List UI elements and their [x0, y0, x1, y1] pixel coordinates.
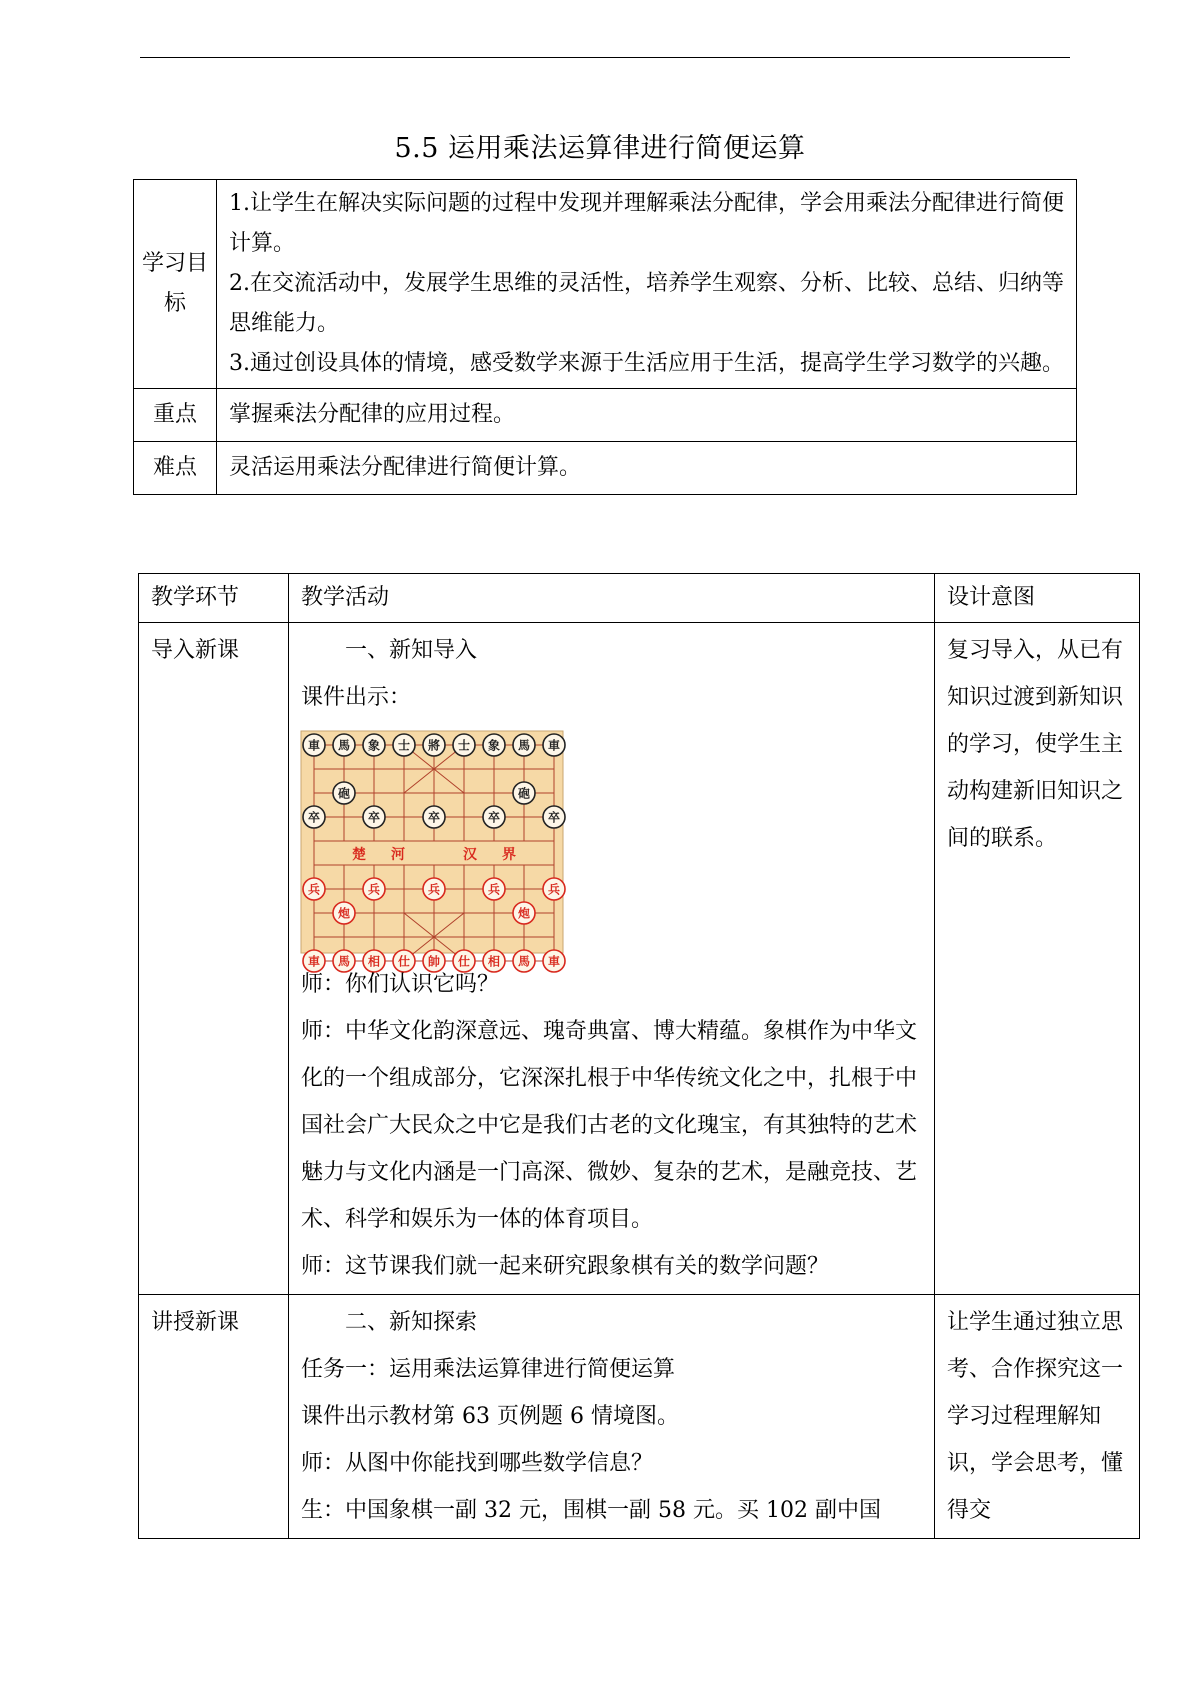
plan-row-intro	[139, 623, 1140, 1295]
stage-cell	[139, 623, 289, 1295]
river-text: 楚	[352, 847, 366, 863]
river-text: 河	[391, 847, 405, 863]
chess-piece-label: 象	[487, 738, 501, 753]
chess-piece-label: 卒	[367, 810, 381, 825]
stage-label: 导入新课	[151, 638, 240, 663]
difficult-point-content: 灵活运用乘法分配律进行简便计算。	[217, 442, 1077, 495]
plan-row-new-lesson	[139, 1295, 1140, 1539]
stage-label: 讲授新课	[151, 1310, 240, 1335]
activity-line: 课件出示教材第 63 页例题 6 情境图。	[301, 1404, 679, 1429]
goal-item: 2.在交流活动中，发展学生思维的灵活性，培养学生观察、分析、比较、总结、归纳等思维能力。	[229, 271, 1064, 336]
header-rule	[140, 57, 1070, 58]
chess-piece-label: 砲	[517, 786, 531, 801]
activity-line: 师：这节课我们就一起来研究跟象棋有关的数学问题？	[301, 1254, 830, 1279]
chess-piece-label: 仕	[397, 954, 411, 969]
stage-cell	[139, 1295, 289, 1539]
intent-cell	[935, 623, 1140, 1295]
chess-piece-label: 帥	[427, 954, 441, 969]
section-title: 二、新知探索	[345, 1310, 478, 1335]
chess-piece-label: 馬	[337, 954, 351, 969]
chess-piece-label: 卒	[547, 810, 561, 825]
key-point-row	[134, 389, 1077, 442]
chess-piece-label: 馬	[337, 738, 351, 753]
teaching-plan-table	[138, 573, 1140, 1539]
key-point-label: 重点	[134, 389, 217, 442]
page-title: 5.5 运用乘法运算律进行简便运算	[394, 133, 806, 164]
activity-line: 任务一：运用乘法运算律进行简便运算	[301, 1357, 676, 1382]
chess-board-svg	[301, 731, 563, 969]
section-title: 一、新知导入	[345, 638, 478, 663]
chess-piece-label: 士	[457, 738, 471, 753]
activity-line: 师：中华文化韵深意远、瑰奇典富、博大精蕴。象棋作为中华文化的一个组成部分，它深深扎根于中华传统文化之中，扎根于中国社会广大民众之中它是我们古老的文化瑰宝，有其独特的艺术魅力与文化内涵是一门高深、微妙、复杂的艺术，是融竞技、艺术、科学和娱乐为一体的体育项目。	[301, 1019, 918, 1232]
intent-cell	[935, 1295, 1140, 1539]
chess-piece-label: 車	[307, 954, 321, 969]
chess-piece-label: 馬	[517, 738, 531, 753]
plan-header-row	[139, 574, 1140, 623]
river-text: 界	[502, 847, 516, 863]
chess-piece-label: 兵	[367, 882, 381, 897]
header-intent: 设计意图	[935, 574, 1140, 623]
header-activity: 教学活动	[289, 574, 935, 623]
activity-cell	[289, 1295, 935, 1539]
chess-piece-label: 砲	[337, 786, 351, 801]
chess-piece-label: 兵	[547, 882, 561, 897]
intent-text: 让学生通过独立思考、合作探究这一学习过程理解知识，学会思考，懂得交	[947, 1310, 1124, 1523]
goals-content	[217, 180, 1077, 389]
chess-board-image	[301, 731, 563, 969]
chess-piece-label: 兵	[487, 882, 501, 897]
activity-line: 生：中国象棋一副 32 元，围棋一副 58 元。买 102 副中国	[301, 1498, 881, 1523]
goals-row	[134, 180, 1077, 389]
chess-piece-label: 卒	[427, 810, 441, 825]
chess-piece-label: 兵	[427, 882, 441, 897]
river-text: 汉	[463, 847, 477, 863]
goal-item: 3.通过创设具体的情境，感受数学来源于生活应用于生活，提高学生学习数学的兴趣。	[229, 351, 1064, 376]
chess-piece-label: 卒	[487, 810, 501, 825]
difficult-point-label: 难点	[134, 442, 217, 495]
chess-piece-label: 仕	[457, 954, 471, 969]
chess-piece-label: 車	[547, 954, 561, 969]
activity-line: 师：你们认识它吗？	[301, 972, 500, 997]
chess-piece-label: 炮	[337, 906, 351, 921]
chess-piece-label: 兵	[307, 882, 321, 897]
chess-piece-label: 相	[367, 954, 381, 969]
chess-piece-label: 車	[547, 738, 561, 753]
chess-piece-label: 卒	[307, 810, 321, 825]
chess-piece-label: 相	[487, 954, 501, 969]
header-stage: 教学环节	[139, 574, 289, 623]
objectives-table	[133, 179, 1077, 495]
goal-item: 1.让学生在解决实际问题的过程中发现并理解乘法分配律，学会用乘法分配律进行简便计算。	[229, 191, 1064, 256]
activity-line: 课件出示：	[301, 685, 412, 710]
difficult-point-row	[134, 442, 1077, 495]
chess-piece-label: 象	[367, 738, 381, 753]
chess-piece-label: 車	[307, 738, 321, 753]
key-point-content: 掌握乘法分配律的应用过程。	[217, 389, 1077, 442]
chess-piece-label: 炮	[517, 906, 531, 921]
activity-cell	[289, 623, 935, 1295]
goals-label: 学习目标	[134, 180, 217, 389]
chess-piece-label: 馬	[517, 954, 531, 969]
activity-line: 师：从图中你能找到哪些数学信息？	[301, 1451, 654, 1476]
chess-piece-label: 士	[397, 738, 411, 753]
intent-text: 复习导入，从已有知识过渡到新知识的学习，使学生主动构建新旧知识之间的联系。	[947, 638, 1124, 851]
chess-piece-label: 將	[427, 738, 441, 753]
